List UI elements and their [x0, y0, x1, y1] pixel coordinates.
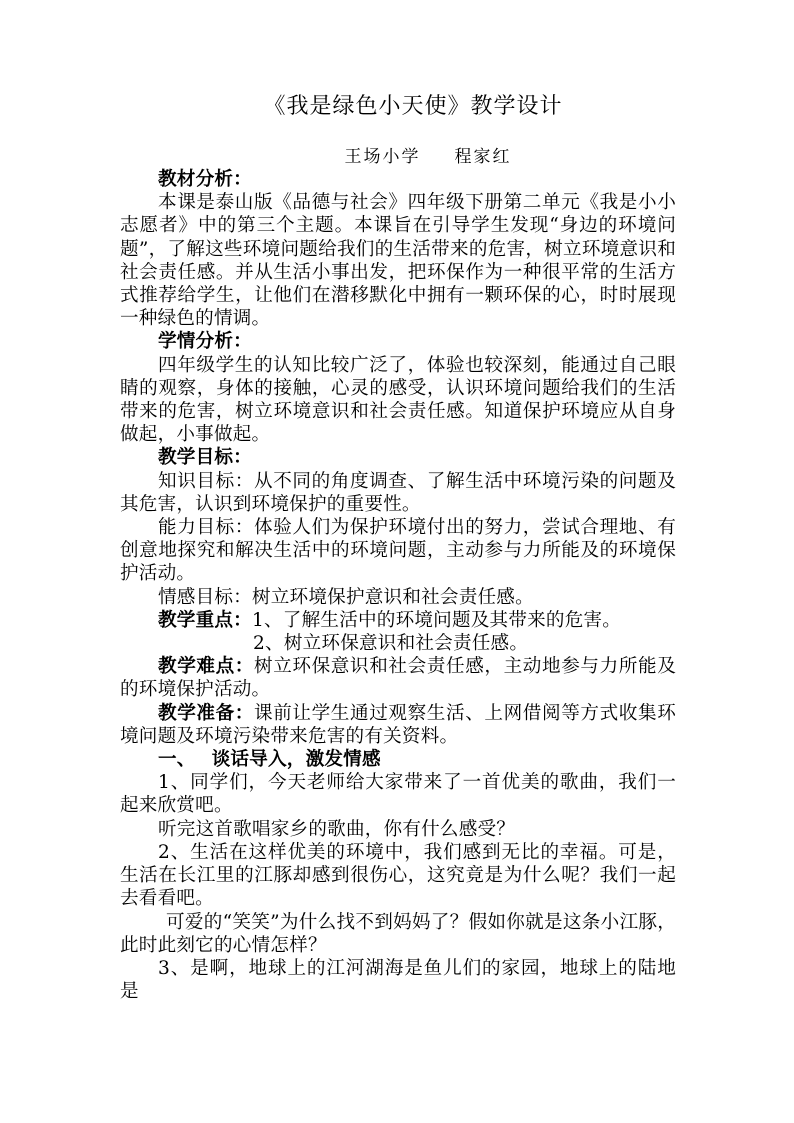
- author-name: 程家红: [454, 147, 512, 167]
- difficulties-body: 树立环保意识和社会责任感，主动地参与力所能及的环境保护活动。: [120, 656, 676, 701]
- key-point-2: 2、树立环保意识和社会责任感。: [253, 633, 529, 655]
- document-title: 《我是绿色小天使》教学设计: [263, 94, 563, 119]
- heading-preparation: 教学准备：: [158, 702, 254, 724]
- author-line: [180, 146, 676, 168]
- student-analysis-body: 四年级学生的认知比较广泛了，体验也较深刻，能通过自己眼睛的观察，身体的接触，心灵的感受，认识环境问题给我们的生活带来的危害，树立环境意识和社会责任感。知道保护环境应从自身做起，小事做起。: [120, 354, 676, 446]
- preparation-body: 课前让学生通过观察生活、上网借阅等方式收集环境问题及环境污染带来危害的有关资料。: [120, 702, 676, 747]
- key-point-1: 1、了解生活中的环境问题及其带来的危害。: [251, 609, 622, 631]
- part-1-paragraph-3: 2、生活在这样优美的环境中，我们感到无比的幸福。可是，生活在长江里的江豚却感到很伤心，这究竟是为什么呢？我们一起去看看吧。: [120, 841, 676, 910]
- part-1-title: [120, 748, 676, 771]
- preparation: [120, 702, 676, 748]
- heading-material-analysis: 教材分析：: [158, 169, 252, 190]
- part-1-paragraph-1: 1、同学们，今天老师给大家带来了一首优美的歌曲，我们一起来欣赏吧。: [120, 772, 676, 817]
- material-analysis-body: 本课是泰山版《品德与社会》四年级下册第二单元《我是小小志愿者》中的第三个主题。本课旨在引导学生发现“身边的环境问题”，了解这些环境问题给我们的生活带来的危害，树立环境意识和社会责任感。并从生活小事出发，把环保作为一种很平常的生活方式推荐给学生，让他们在潜移默化中拥有一颗环保的心，时时展现一种绿色的情调。: [120, 192, 676, 330]
- heading-student-analysis: 学情分析：: [158, 331, 252, 353]
- part-1-number: 一、: [158, 749, 196, 771]
- goal-ability: 能力目标：体验人们为保护环境付出的努力，尝试合理地、有创意地探究和解决生活中的环境问题，主动参与力所能及的环境保护活动。: [120, 517, 676, 585]
- author-school: 王场小学: [344, 147, 421, 167]
- part-1-paragraph-5: 3、是啊，地球上的江河湖海是鱼儿们的家园，地球上的陆地是: [120, 957, 676, 1003]
- goal-emotion: 情感目标：树立环境保护意识和社会责任感。: [158, 586, 534, 608]
- heading-key-points: 教学重点：: [158, 609, 252, 631]
- difficulties: [120, 655, 676, 701]
- heading-teaching-goals: 教学目标：: [158, 447, 252, 469]
- part-1-title-text: 谈话导入，激发情感: [211, 749, 381, 771]
- part-1-paragraph-2: 听完这首歌唱家乡的歌曲，你有什么感受？: [158, 818, 516, 840]
- part-1-paragraph-4: 可爱的“笑笑”为什么找不到妈妈了？假如你就是这条小江豚，此时此刻它的心情怎样？: [120, 911, 676, 956]
- key-points: [120, 609, 676, 632]
- heading-difficulties: 教学难点：: [158, 656, 254, 678]
- goal-knowledge: 知识目标：从不同的角度调查、了解生活中环境污染的问题及其危害，认识到环境保护的重要性。: [120, 470, 676, 515]
- document-page: [120, 92, 676, 1003]
